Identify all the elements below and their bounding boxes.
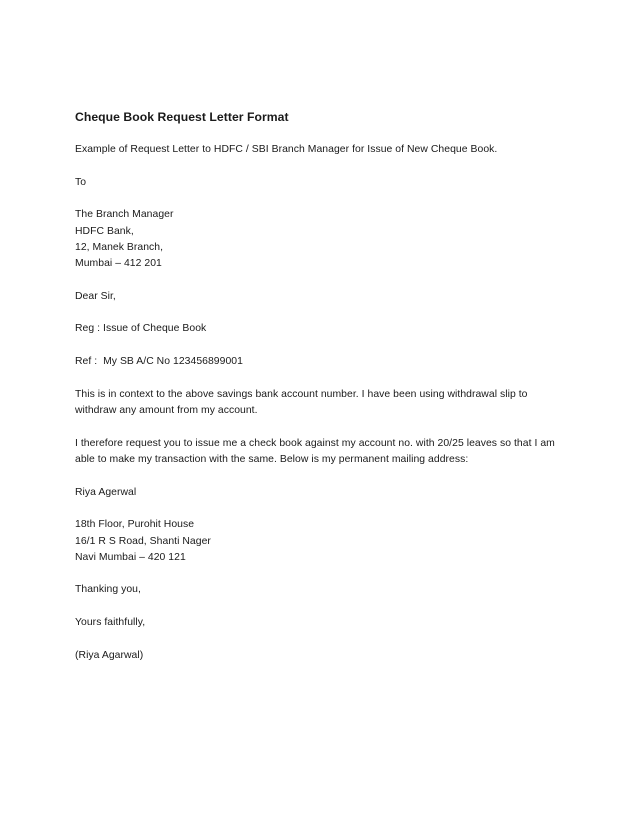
subject-reg bbox=[75, 321, 575, 337]
address-line: HDFC Bank, bbox=[75, 225, 134, 237]
body-line: withdraw any amount from my account. bbox=[75, 405, 258, 417]
address-line: The Branch Manager bbox=[75, 209, 174, 221]
to-label bbox=[75, 175, 575, 191]
sender-name bbox=[75, 485, 575, 501]
sender-name-line: Riya Agerwal bbox=[75, 486, 137, 498]
salutation-line: Dear Sir, bbox=[75, 290, 116, 302]
address-line: Mumbai – 412 201 bbox=[75, 258, 162, 270]
to-line: To bbox=[75, 176, 87, 188]
closing bbox=[75, 615, 575, 631]
body-paragraph-1 bbox=[75, 387, 575, 419]
intro-text bbox=[75, 142, 575, 158]
document-title: Cheque Book Request Letter Format bbox=[75, 110, 289, 124]
thanks bbox=[75, 582, 575, 598]
ref-line: Ref : My SB A/C No 123456899001 bbox=[75, 356, 243, 368]
thanks-line: Thanking you, bbox=[75, 584, 141, 596]
signature bbox=[75, 648, 575, 664]
body-paragraph-2 bbox=[75, 436, 575, 468]
reg-line: Reg : Issue of Cheque Book bbox=[75, 323, 207, 335]
subject-ref bbox=[75, 354, 575, 370]
recipient-address bbox=[75, 207, 575, 272]
body-line: This is in context to the above savings bank account number. I have been using withdrawal slip to bbox=[75, 388, 528, 400]
intro-line: Example of Request Letter to HDFC / SBI Branch Manager for Issue of New Cheque Book. bbox=[75, 144, 498, 155]
sender-address-line: Navi Mumbai – 420 121 bbox=[75, 551, 186, 563]
sender-address-line: 18th Floor, Purohit House bbox=[75, 519, 195, 531]
body-line: able to make my transaction with the same. Below is my permanent mailing address: bbox=[75, 453, 469, 465]
salutation bbox=[75, 289, 575, 305]
letter-content bbox=[75, 109, 575, 681]
sender-address-line: 16/1 R S Road, Shanti Nager bbox=[75, 535, 211, 547]
sender-address bbox=[75, 517, 575, 566]
body-line: I therefore request you to issue me a check book against my account no. with 20/25 leaves so that I am bbox=[75, 437, 555, 449]
closing-line: Yours faithfully, bbox=[75, 617, 146, 629]
address-line: 12, Manek Branch, bbox=[75, 241, 164, 253]
signature-line: (Riya Agarwal) bbox=[75, 649, 144, 661]
